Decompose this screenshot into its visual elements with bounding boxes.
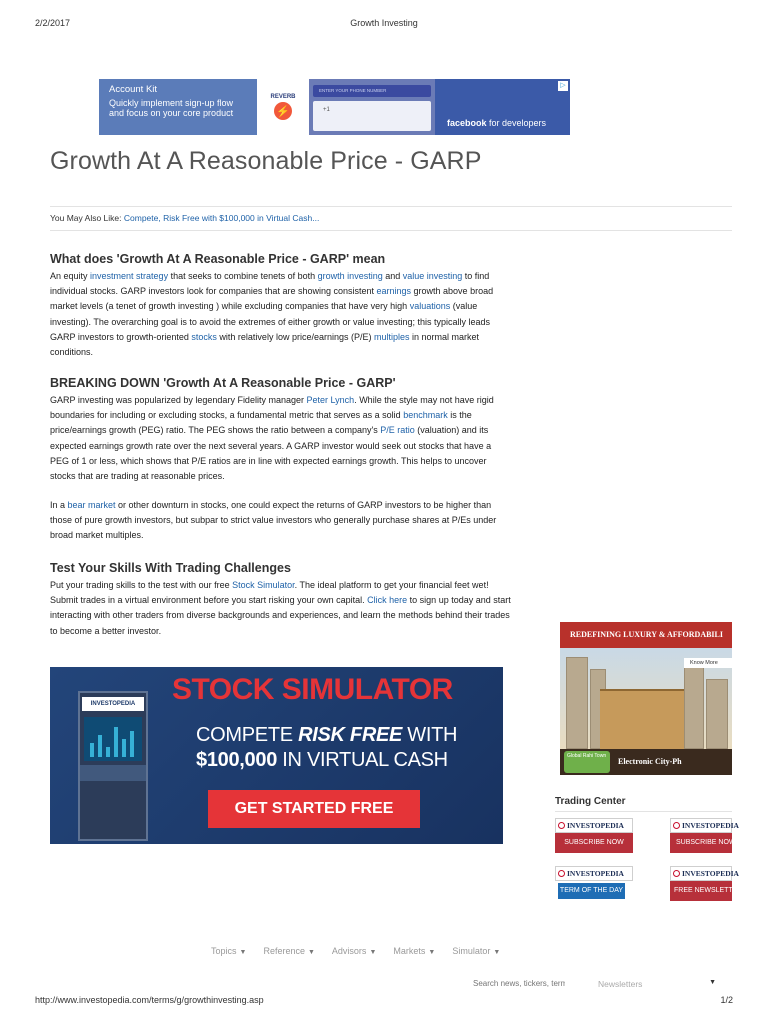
stock-simulator-banner[interactable] bbox=[50, 667, 503, 844]
ad-facebook-panel bbox=[435, 79, 570, 135]
section-breaking-down bbox=[50, 376, 512, 484]
text: to find individual stocks. GARP investors look for companies that are showing consistent bbox=[50, 271, 490, 297]
ad-facebook-text bbox=[447, 118, 546, 128]
section-heading-breaking: BREAKING DOWN 'Growth At A Reasonable Price - GARP' bbox=[50, 376, 396, 390]
tile-label: FREE NEWSLETTERS bbox=[674, 887, 748, 894]
ad-right-header: REDEFINING LUXURY & AFFORDABILI bbox=[560, 622, 732, 648]
link-stock-simulator[interactable]: Stock Simulator bbox=[232, 580, 295, 590]
print-url: http://www.investopedia.com/terms/g/growthinvesting.asp bbox=[35, 995, 264, 1005]
building-icon bbox=[706, 679, 728, 749]
banner-line-2 bbox=[196, 749, 448, 772]
text: IN VIRTUAL CASH bbox=[277, 749, 448, 771]
link-investment-strategy[interactable]: investment strategy bbox=[90, 271, 169, 281]
brand-text: INVESTOPEDIA bbox=[682, 821, 739, 830]
link-value-investing[interactable]: value investing bbox=[402, 271, 463, 281]
text: growth above broad market levels (a tenet of growth investing ) while excluding companies that have very high bbox=[50, 286, 494, 312]
page-title: Growth At A Reasonable Price - GARP bbox=[50, 147, 482, 175]
text: (valuation) and its expected earnings growth rate over the next several years. A GARP investor would seek out stocks that have a PEG of 1 or less, which shows that P/E ratios are in line with expected earnings growth. This helps to uncover stocks that are trading at reasonable prices. bbox=[50, 425, 492, 482]
trading-tile-subscribe-1[interactable] bbox=[555, 818, 633, 853]
text: (value investing). The overarching goal is to avoid the extremes of either growth or value investing; this typically leads GARP investors to growth-oriented bbox=[50, 301, 491, 342]
investopedia-logo bbox=[670, 866, 739, 881]
bolt-icon: ⚡ bbox=[274, 102, 292, 120]
nav-label: Simulator bbox=[452, 946, 491, 956]
ad-fb-bold: facebook bbox=[447, 118, 487, 128]
nav-simulator[interactable] bbox=[452, 946, 500, 956]
nav-label: Advisors bbox=[331, 946, 367, 956]
text: . The ideal platform to get your financial feet wet! Submit trades in a virtual environment before you start risking your own capital. bbox=[50, 580, 489, 606]
investopedia-mark-icon bbox=[673, 822, 680, 829]
caret-down-icon: ▼ bbox=[428, 949, 436, 956]
bar-icon bbox=[106, 747, 110, 757]
ad-account-kit bbox=[99, 79, 257, 135]
text: GARP investing was popularized by legendary Fidelity manager bbox=[50, 395, 307, 405]
get-started-button[interactable]: GET STARTED FREE bbox=[208, 790, 420, 828]
caret-down-icon: ▼ bbox=[709, 979, 716, 986]
print-header bbox=[35, 18, 733, 30]
para-breaking bbox=[50, 393, 512, 484]
arcade-screen bbox=[84, 717, 142, 761]
banner-headline: STOCK SIMULATOR bbox=[172, 673, 453, 706]
text: in normal market conditions. bbox=[50, 331, 480, 358]
link-click-here[interactable]: Click here bbox=[367, 595, 408, 606]
newsletters-select[interactable] bbox=[598, 979, 716, 989]
ad-right-footer bbox=[560, 749, 732, 775]
palace-icon bbox=[600, 689, 684, 749]
nav-advisors[interactable] bbox=[332, 946, 376, 956]
newsletters-label: Newsletters bbox=[598, 979, 643, 989]
arcade-cabinet-icon bbox=[68, 691, 160, 841]
text: An equity bbox=[50, 271, 91, 281]
tile-label: SUBSCRIBE NOW bbox=[676, 839, 736, 846]
section-test-skills bbox=[50, 561, 512, 639]
print-page-number: 1/2 bbox=[720, 995, 733, 1005]
investopedia-mark-icon bbox=[558, 870, 565, 877]
link-growth-investing[interactable]: growth investing bbox=[317, 271, 383, 281]
nav-label: Topics bbox=[211, 946, 237, 956]
text-emphasis: RISK FREE bbox=[298, 724, 403, 746]
link-valuations[interactable]: valuations bbox=[409, 301, 451, 312]
link-bear-market[interactable]: bear market bbox=[67, 500, 116, 510]
ad-logo: Global Rahi Town bbox=[564, 751, 610, 773]
brand-text: INVESTOPEDIA bbox=[682, 869, 739, 878]
investopedia-mark-icon bbox=[673, 870, 680, 877]
caret-down-icon: ▼ bbox=[369, 949, 377, 956]
ad-kit-body: Quickly implement sign-up flow and focus on your core product bbox=[109, 98, 234, 118]
section-heading-what: What does 'Growth At A Reasonable Price - GARP' mean bbox=[50, 252, 386, 266]
para-test bbox=[50, 578, 512, 639]
text: is the price/earnings growth (PEG) ratio. The PEG shows the ratio between a company's bbox=[50, 410, 472, 436]
text: WITH bbox=[402, 724, 458, 746]
brand-text: INVESTOPEDIA bbox=[567, 821, 624, 830]
investopedia-logo bbox=[555, 818, 633, 833]
link-stocks[interactable]: stocks bbox=[191, 331, 217, 342]
text: that seeks to combine tenets of both bbox=[168, 271, 318, 281]
link-peter-lynch[interactable]: Peter Lynch bbox=[306, 395, 355, 405]
also-like-link[interactable]: Compete, Risk Free with $100,000 in Virtual Cash... bbox=[123, 213, 320, 223]
ad-reverb-logo bbox=[257, 79, 309, 135]
text: COMPETE bbox=[196, 724, 299, 746]
ad-reverb-brand: REVERB bbox=[270, 94, 296, 100]
link-multiples[interactable]: multiples bbox=[373, 331, 410, 342]
building-icon bbox=[566, 657, 588, 749]
trading-tile-subscribe-2[interactable] bbox=[670, 818, 739, 853]
trading-center-heading: Trading Center bbox=[555, 796, 732, 812]
arcade-brand: INVESTOPEDIA bbox=[82, 697, 144, 711]
top-banner-ad[interactable] bbox=[99, 79, 570, 135]
bottom-nav bbox=[211, 946, 517, 956]
ad-right-footer-text: Electronic City-Ph bbox=[618, 757, 682, 766]
text: In a bbox=[50, 500, 68, 510]
ad-know-more[interactable]: Know More bbox=[684, 658, 732, 668]
building-icon bbox=[684, 661, 704, 749]
text: . While the style may not have rigid boundaries for including or excluding stocks, a fundamental metric that serves as a solid bbox=[50, 395, 494, 421]
section-what-does bbox=[50, 252, 512, 360]
investopedia-logo bbox=[555, 866, 633, 881]
bar-icon bbox=[122, 739, 126, 757]
nav-topics[interactable] bbox=[211, 946, 246, 956]
print-date: 2/2/2017 bbox=[35, 18, 71, 28]
trading-tile-term-of-day[interactable] bbox=[555, 866, 633, 901]
ad-phone-screen bbox=[313, 101, 431, 131]
caret-down-icon: ▼ bbox=[239, 949, 247, 956]
text: to sign up today and start interacting with other traders from diverse backgrounds and experiences, and learn the methods behind their trades to become a better investor. bbox=[50, 595, 511, 636]
text: or other downturn in stocks, one could expect the returns of GARP investors to be higher than those of pure growth investors, but subpar to strict value investors who generally purchase shares at P/Es under broad market multiples. bbox=[50, 500, 497, 541]
trading-tile-newsletters[interactable] bbox=[670, 866, 748, 901]
caret-down-icon: ▼ bbox=[307, 949, 315, 956]
text: with relatively low price/earnings (P/E) bbox=[216, 331, 374, 342]
ad-phone-field: +1 bbox=[323, 107, 330, 113]
nav-label: Markets bbox=[393, 946, 426, 956]
ad-fb-rest: for developers bbox=[486, 118, 547, 128]
nav-reference[interactable] bbox=[263, 946, 314, 956]
search-input[interactable] bbox=[473, 979, 565, 988]
also-like-bar bbox=[50, 206, 732, 231]
text-emphasis: $100,000 bbox=[196, 749, 278, 771]
caret-down-icon: ▼ bbox=[493, 949, 501, 956]
tile-label: SUBSCRIBE NOW bbox=[564, 839, 624, 846]
right-sidebar-ad[interactable] bbox=[560, 622, 732, 775]
bar-icon bbox=[90, 743, 94, 757]
banner-line-1 bbox=[196, 724, 457, 747]
ad-phone-bar: ENTER YOUR PHONE NUMBER bbox=[313, 85, 431, 97]
bar-icon bbox=[98, 735, 102, 757]
nav-label: Reference bbox=[263, 946, 305, 956]
ad-phone-mockup bbox=[309, 79, 435, 135]
bar-icon bbox=[130, 731, 134, 757]
text: and bbox=[382, 271, 403, 281]
section-heading-test: Test Your Skills With Trading Challenges bbox=[50, 561, 291, 575]
link-pe-ratio[interactable]: P/E ratio bbox=[380, 425, 415, 436]
link-benchmark[interactable]: benchmark bbox=[403, 410, 448, 421]
also-like-prefix: You May Also Like: bbox=[50, 213, 124, 223]
adchoices-icon[interactable]: ▷ bbox=[558, 81, 568, 91]
link-earnings[interactable]: earnings bbox=[376, 286, 412, 297]
tile-label: TERM OF THE DAY bbox=[558, 883, 625, 899]
text: Put your trading skills to the test with our free bbox=[50, 580, 233, 590]
arcade-panel bbox=[80, 765, 146, 781]
para-bear-market bbox=[50, 498, 512, 544]
investopedia-mark-icon bbox=[558, 822, 565, 829]
ad-kit-title: Account Kit bbox=[109, 84, 158, 95]
nav-markets[interactable] bbox=[393, 946, 435, 956]
bar-icon bbox=[114, 727, 118, 757]
para-what bbox=[50, 269, 512, 360]
investopedia-logo bbox=[670, 818, 739, 833]
brand-text: INVESTOPEDIA bbox=[567, 869, 624, 878]
print-title: Growth Investing bbox=[350, 18, 418, 28]
